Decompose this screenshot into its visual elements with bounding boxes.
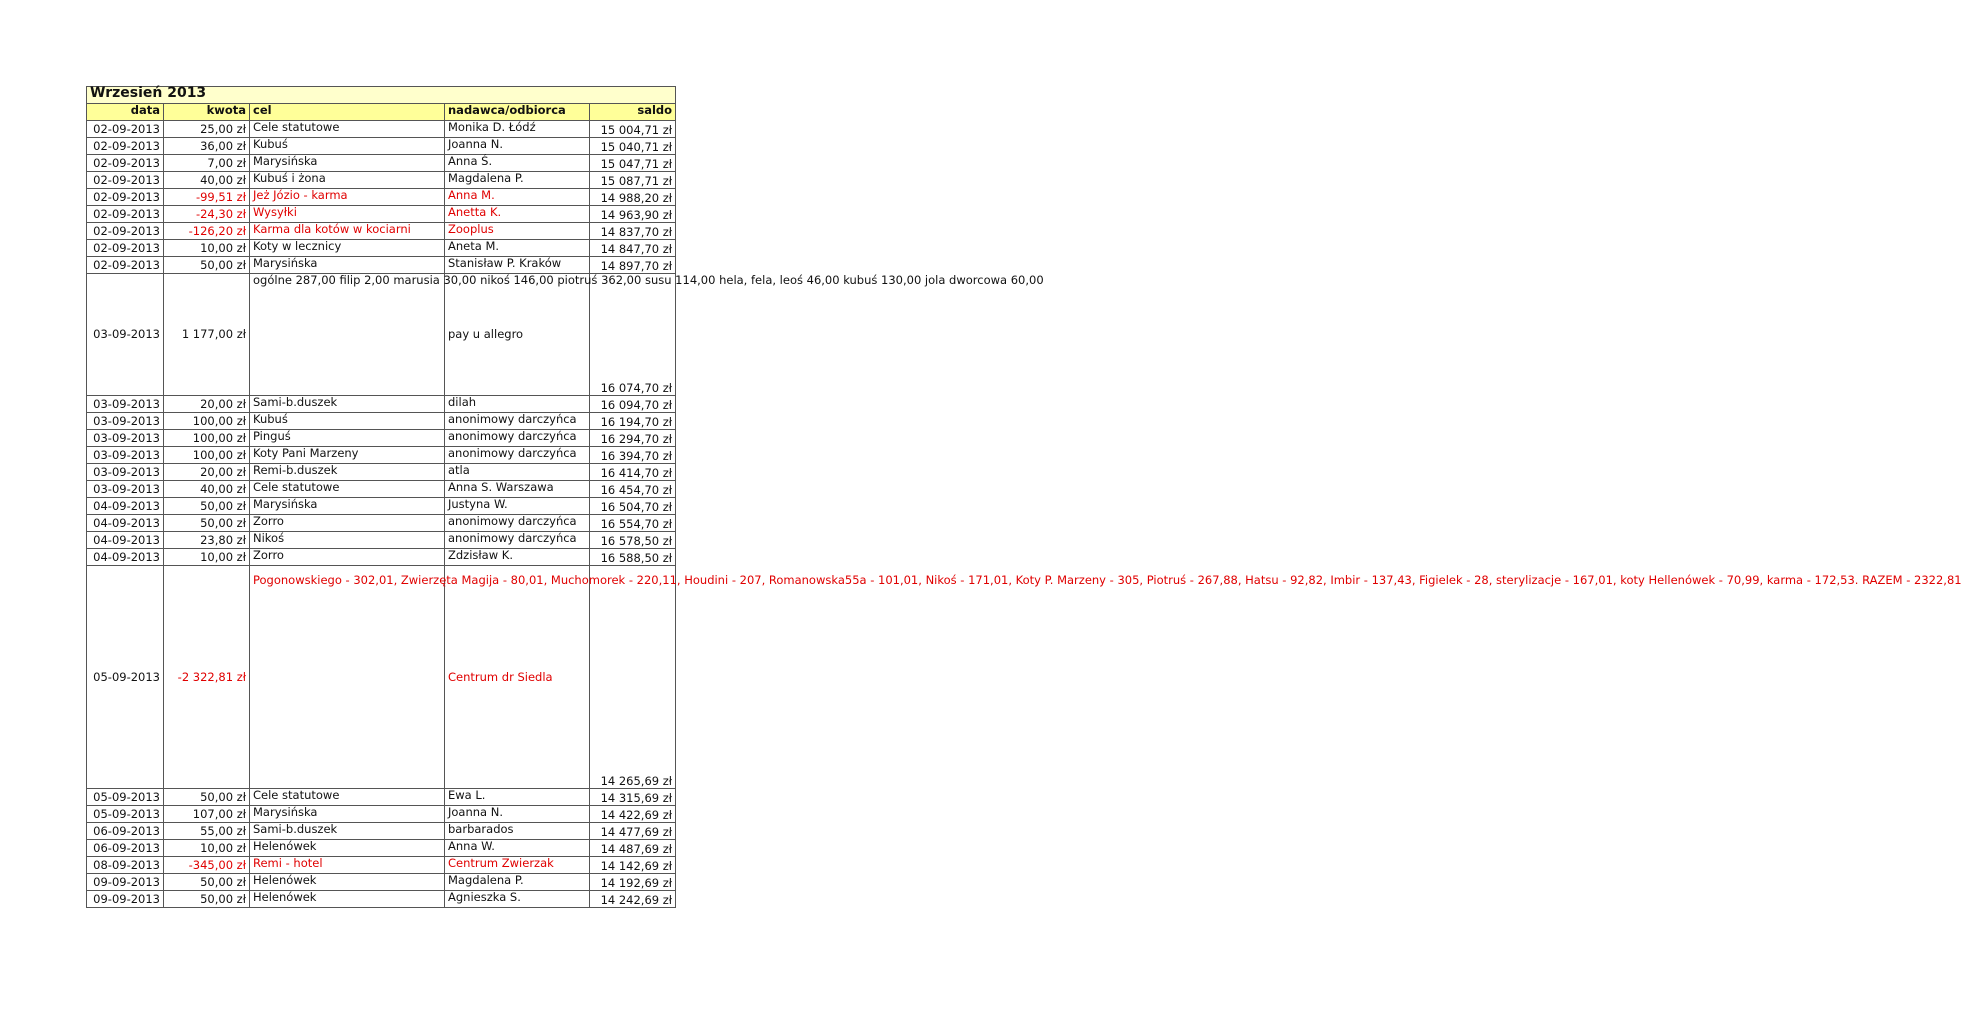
row-amount: 100,00 zł [164,413,250,430]
row-balance: 16 074,70 zł [590,274,676,396]
row-purpose: Pinguś [250,430,445,447]
row-counterparty: Centrum Zwierzak [445,857,590,874]
table-row [87,532,676,549]
row-purpose: Zorro [250,515,445,532]
row-balance: 16 094,70 zł [590,396,676,413]
row-amount: 36,00 zł [164,138,250,155]
row-amount: 10,00 zł [164,840,250,857]
row-counterparty: anonimowy darczyńca [445,515,590,532]
row-balance: 15 047,71 zł [590,155,676,172]
row-balance: 14 988,20 zł [590,189,676,206]
header-cel: cel [250,104,445,121]
row-date: 03-09-2013 [87,413,164,430]
row-balance: 16 554,70 zł [590,515,676,532]
row-date: 09-09-2013 [87,874,164,891]
row-amount: 50,00 zł [164,515,250,532]
header-nadawca: nadawca/odbiorca [445,104,590,121]
row-purpose: Helenówek [250,891,445,908]
table-row [87,857,676,874]
row-balance: 14 963,90 zł [590,206,676,223]
row-balance: 16 588,50 zł [590,549,676,566]
row-amount: 50,00 zł [164,874,250,891]
row-purpose: Karma dla kotów w kociarni [250,223,445,240]
row-purpose: Kubuś [250,138,445,155]
row-counterparty: Monika D. Łódź [445,121,590,138]
row-amount: 50,00 zł [164,789,250,806]
row-amount: -99,51 zł [164,189,250,206]
row-purpose: Cele statutowe [250,789,445,806]
row-date: 02-09-2013 [87,138,164,155]
row-date: 03-09-2013 [87,464,164,481]
row-amount: 7,00 zł [164,155,250,172]
row-date: 05-09-2013 [87,789,164,806]
row-date: 05-09-2013 [87,566,164,789]
table-row [87,806,676,823]
row-counterparty: anonimowy darczyńca [445,532,590,549]
table-row [87,240,676,257]
row-amount: -126,20 zł [164,223,250,240]
row-date: 02-09-2013 [87,223,164,240]
table-row [87,566,676,789]
row-balance: 14 242,69 zł [590,891,676,908]
table-row [87,413,676,430]
table-row [87,840,676,857]
row-purpose: Remi - hotel [250,857,445,874]
row-counterparty: Anna Ś. [445,155,590,172]
row-date: 03-09-2013 [87,447,164,464]
row-balance: 14 837,70 zł [590,223,676,240]
row-purpose: Zorro [250,549,445,566]
table-row [87,498,676,515]
row-counterparty: Magdalena P. [445,172,590,189]
row-purpose: ogólne 287,00 filip 2,00 marusia 30,00 nikoś 146,00 piotruś 362,00 susu 114,00 hela, fela, leoś 46,00 kubuś 130,00 jola dworcowa 60,00 [250,274,445,396]
row-purpose: Koty Pani Marzeny [250,447,445,464]
row-purpose: Nikoś [250,532,445,549]
row-counterparty: atla [445,464,590,481]
table-row [87,464,676,481]
table-row [87,155,676,172]
row-date: 06-09-2013 [87,840,164,857]
row-purpose: Cele statutowe [250,121,445,138]
ledger-table [86,85,1962,908]
row-date: 04-09-2013 [87,515,164,532]
row-counterparty: anonimowy darczyńca [445,430,590,447]
row-amount: 50,00 zł [164,891,250,908]
row-counterparty: pay u allegro [445,274,590,396]
title-row [87,87,676,104]
row-balance: 15 004,71 zł [590,121,676,138]
row-amount: 20,00 zł [164,396,250,413]
row-purpose: Jeż Józio - karma [250,189,445,206]
row-date: 03-09-2013 [87,481,164,498]
row-counterparty: Justyna W. [445,498,590,515]
row-amount: 25,00 zł [164,121,250,138]
row-purpose: Kubuś i żona [250,172,445,189]
table-row [87,274,676,396]
table-row [87,823,676,840]
row-date: 04-09-2013 [87,498,164,515]
row-amount: 23,80 zł [164,532,250,549]
row-balance: 16 504,70 zł [590,498,676,515]
row-counterparty: Centrum dr Siedla [445,566,590,789]
row-purpose: Cele statutowe [250,481,445,498]
row-amount: 50,00 zł [164,498,250,515]
row-amount: 10,00 zł [164,549,250,566]
row-purpose: Helenówek [250,874,445,891]
table-row [87,206,676,223]
table-row [87,789,676,806]
row-amount: 20,00 zł [164,464,250,481]
row-balance: 14 422,69 zł [590,806,676,823]
row-amount: 100,00 zł [164,447,250,464]
header-data: data [87,104,164,121]
table-row [87,447,676,464]
row-purpose: Remi-b.duszek [250,464,445,481]
row-balance: 14 315,69 zł [590,789,676,806]
row-balance: 16 454,70 zł [590,481,676,498]
row-counterparty: Aneta M. [445,240,590,257]
row-balance: 16 394,70 zł [590,447,676,464]
row-date: 02-09-2013 [87,257,164,274]
row-purpose: Helenówek [250,840,445,857]
table-row [87,396,676,413]
table-row [87,138,676,155]
table-row [87,257,676,274]
row-purpose: Marysińska [250,498,445,515]
row-counterparty: Stanisław P. Kraków [445,257,590,274]
row-date: 09-09-2013 [87,891,164,908]
row-balance: 16 578,50 zł [590,532,676,549]
row-date: 06-09-2013 [87,823,164,840]
row-counterparty: Anetta K. [445,206,590,223]
table-row [87,223,676,240]
row-balance: 16 194,70 zł [590,413,676,430]
table-row [87,549,676,566]
row-purpose: Marysińska [250,257,445,274]
row-amount: 40,00 zł [164,481,250,498]
row-counterparty: anonimowy darczyńca [445,447,590,464]
row-purpose: Sami-b.duszek [250,823,445,840]
table-row [87,891,676,908]
row-counterparty: Zooplus [445,223,590,240]
row-date: 08-09-2013 [87,857,164,874]
row-counterparty: Anna M. [445,189,590,206]
row-date: 03-09-2013 [87,274,164,396]
row-balance: 15 040,71 zł [590,138,676,155]
row-balance: 14 487,69 zł [590,840,676,857]
table-row [87,481,676,498]
row-balance: 14 142,69 zł [590,857,676,874]
row-purpose: Marysińska [250,155,445,172]
row-counterparty: Anna S. Warszawa [445,481,590,498]
row-date: 04-09-2013 [87,532,164,549]
row-amount: 107,00 zł [164,806,250,823]
row-date: 03-09-2013 [87,396,164,413]
row-amount: -345,00 zł [164,857,250,874]
row-amount: -24,30 zł [164,206,250,223]
row-balance: 14 477,69 zł [590,823,676,840]
row-date: 05-09-2013 [87,806,164,823]
row-amount: 55,00 zł [164,823,250,840]
row-amount: 40,00 zł [164,172,250,189]
row-counterparty: Joanna N. [445,138,590,155]
row-balance: 14 897,70 zł [590,257,676,274]
row-counterparty: Agnieszka S. [445,891,590,908]
row-purpose: Sami-b.duszek [250,396,445,413]
row-balance: 14 847,70 zł [590,240,676,257]
row-balance: 16 294,70 zł [590,430,676,447]
row-balance: 15 087,71 zł [590,172,676,189]
row-date: 02-09-2013 [87,172,164,189]
row-counterparty: barbarados [445,823,590,840]
row-balance: 14 265,69 zł [590,566,676,789]
row-counterparty: Zdzisław K. [445,549,590,566]
header-row [87,104,676,121]
row-date: 02-09-2013 [87,121,164,138]
table-row [87,430,676,447]
row-date: 02-09-2013 [87,189,164,206]
row-date: 02-09-2013 [87,155,164,172]
row-date: 04-09-2013 [87,549,164,566]
row-purpose: Marysińska [250,806,445,823]
row-date: 02-09-2013 [87,206,164,223]
row-balance: 14 192,69 zł [590,874,676,891]
table-row [87,874,676,891]
row-amount: -2 322,81 zł [164,566,250,789]
row-counterparty: Magdalena P. [445,874,590,891]
row-purpose: Wysyłki [250,206,445,223]
row-amount: 1 177,00 zł [164,274,250,396]
table-row [87,189,676,206]
row-purpose: Pogonowskiego - 302,01, Zwierzęta Magija - 80,01, Muchomorek - 220,11, Houdini - 207, Romanowska55a - 101,01, Nikoś - 171,01, Koty P. Marzeny - 305, Piotruś - 267,88, Hatsu - 92,82, Imbir - 137,43, Figielek - 28, sterylizacje - 167,01, koty Hellenówek - 70,99, karma - 172,53. RAZEM - 2322,81 [250,566,445,789]
row-counterparty: Ewa L. [445,789,590,806]
row-counterparty: anonimowy darczyńca [445,413,590,430]
row-purpose: Kubuś [250,413,445,430]
table-row [87,172,676,189]
table-row [87,121,676,138]
row-date: 02-09-2013 [87,240,164,257]
sheet-title: Wrzesień 2013 [87,87,676,104]
row-counterparty: Joanna N. [445,806,590,823]
header-saldo: saldo [590,104,676,121]
row-amount: 50,00 zł [164,257,250,274]
header-kwota: kwota [164,104,250,121]
row-counterparty: Anna W. [445,840,590,857]
table-row [87,515,676,532]
row-balance: 16 414,70 zł [590,464,676,481]
row-amount: 100,00 zł [164,430,250,447]
row-amount: 10,00 zł [164,240,250,257]
row-purpose: Koty w lecznicy [250,240,445,257]
row-date: 03-09-2013 [87,430,164,447]
row-counterparty: dilah [445,396,590,413]
